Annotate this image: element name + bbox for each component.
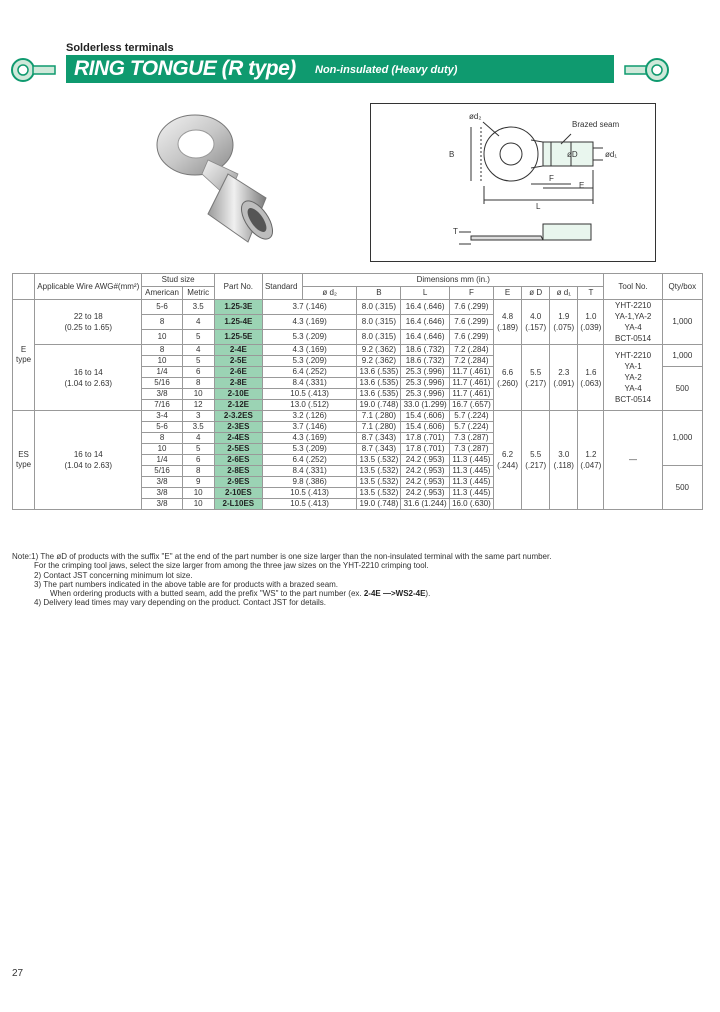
part-number: 2-L10ES xyxy=(214,499,262,510)
label-B: B xyxy=(449,150,455,159)
part-number: 2-6ES xyxy=(214,455,262,466)
label-brazed-seam: Brazed seam xyxy=(572,120,620,129)
table-row: E type 22 to 18 (0.25 to 1.65) 5-6 3.5 1.25-3E 3.7 (.146) 8.0 (.315) 16.4 (.646) 7.6 (.299) 4.8 (.189) 4.0 (.157) 1.9 (.075) 1.0 (.039) YHT-2210 YA-1,YA-2 YA-4 BCT-0514 1,000 xyxy=(13,300,703,315)
part-number: 2-8ES xyxy=(214,466,262,477)
group-e-type: E type xyxy=(13,300,35,411)
notes xyxy=(12,552,702,608)
part-number: 1.25-5E xyxy=(214,330,262,345)
note-1: Note:1) The øD of products with the suffix "E" at the end of the part number is one size larger than the non-insulated terminal with the same part number. xyxy=(12,552,552,561)
label-D: øD xyxy=(567,150,578,159)
part-number: 2-3.2ES xyxy=(214,411,262,422)
label-d1: ød₁ xyxy=(605,150,618,159)
part-number: 2-9ES xyxy=(214,477,262,488)
table-row: 5/16 8 2-8E 8.4 (.331) 13.6 (.535) 25.3 (.996) 11.7 (.461) xyxy=(13,378,703,389)
col-qty: Qty/box xyxy=(662,274,702,300)
table-row: 1/4 6 2-6E 6.4 (.252) 13.6 (.535) 25.3 (.996) 11.7 (.461) 500 xyxy=(13,367,703,378)
col-L: L xyxy=(401,287,449,300)
part-number: 2-5ES xyxy=(214,444,262,455)
table-row: 3/8 10 2-10ES 10.5 (.413) 13.5 (.532) 24.2 (.953) 11.3 (.445) xyxy=(13,488,703,499)
col-stud: Stud size xyxy=(142,274,214,287)
table-row: 3/8 9 2-9ES 9.8 (.386) 13.5 (.532) 24.2 (.953) 11.3 (.445) xyxy=(13,477,703,488)
title-banner xyxy=(66,55,614,83)
part-number: 1.25-3E xyxy=(214,300,262,315)
label-d2: ød₂ xyxy=(469,112,482,121)
part-number: 1.25-4E xyxy=(214,315,262,330)
col-tool: Tool No. xyxy=(604,274,662,300)
tool-cell: — xyxy=(604,411,662,510)
ring-terminal-left-icon xyxy=(10,56,60,84)
part-number: 2-8E xyxy=(214,378,262,389)
wire-size-cell: 16 to 14 (1.04 to 2.63) xyxy=(35,411,142,510)
tool-cell: YHT-2210 YA-1 YA-2 YA-4 BCT-0514 xyxy=(604,345,662,411)
table-row: 8 4 1.25-4E 4.3 (.169) 8.0 (.315) 16.4 (.646) 7.6 (.299) xyxy=(13,315,703,330)
table-row: 3/8 10 2-10E 10.5 (.413) 13.6 (.535) 25.3 (.996) 11.7 (.461) xyxy=(13,389,703,400)
col-wire: Applicable Wire AWG#(mm²) xyxy=(35,274,142,300)
part-number: 2-4ES xyxy=(214,433,262,444)
note-1b: For the crimping tool jaws, select the size larger from among the three jaw sizes on the YHT-2210 crimping tool. xyxy=(34,561,429,571)
qty-cell: 1,000 xyxy=(662,411,702,466)
product-photo xyxy=(150,102,300,262)
label-F: F xyxy=(549,174,554,183)
qty-cell: 500 xyxy=(662,466,702,510)
table-row: 10 5 2-5ES 5.3 (.209) 8.7 (.343) 17.8 (.701) 7.3 (.287) xyxy=(13,444,703,455)
col-partno: Part No. xyxy=(214,274,262,300)
part-number: 2-5E xyxy=(214,356,262,367)
col-dimensions: Dimensions mm (in.) xyxy=(303,274,604,287)
page-number: 27 xyxy=(12,968,24,979)
spec-table xyxy=(12,273,703,510)
table-row: 3/8 10 2-L10ES 10.5 (.413) 19.0 (.748) 31.6 (1.244) 16.0 (.630) xyxy=(13,499,703,510)
col-B: B xyxy=(357,287,401,300)
table-row: 5/16 8 2-8ES 8.4 (.331) 13.5 (.532) 24.2 (.953) 11.3 (.445) 500 xyxy=(13,466,703,477)
col-E: E xyxy=(494,287,522,300)
table-row: 10 5 1.25-5E 5.3 (.209) 8.0 (.315) 16.4 (.646) 7.6 (.299) xyxy=(13,330,703,345)
tool-cell: YHT-2210 YA-1,YA-2 YA-4 BCT-0514 xyxy=(604,300,662,345)
page-subtitle: Non-insulated (Heavy duty) xyxy=(315,64,458,76)
table-row: 16 to 14 (1.04 to 2.63) 8 4 2-4E 4.3 (.169) 9.2 (.362) 18.6 (.732) 7.2 (.284) 6.6 (.260) 5.5 (.217) 2.3 (.091) 1.6 (.063) YHT-2210 YA-1 YA-2 YA-4 BCT-0514 1,000 xyxy=(13,345,703,356)
part-number: 2-12E xyxy=(214,400,262,411)
table-row: 10 5 2-5E 5.3 (.209) 9.2 (.362) 18.6 (.732) 7.2 (.284) xyxy=(13,356,703,367)
note-3: 3) The part numbers indicated in the above table are for products with a brazed seam. xyxy=(34,579,339,589)
page-title: RING TONGUE (R type) xyxy=(74,57,296,80)
col-T: T xyxy=(578,287,604,300)
label-T: T xyxy=(453,227,458,236)
part-number: 2-6E xyxy=(214,367,262,378)
note-4: 4) Delivery lead times may vary depending on the product. Contact JST for details. xyxy=(34,598,326,608)
col-d2: ø d₂ xyxy=(303,287,357,300)
table-row: 7/16 12 2-12E 13.0 (.512) 19.0 (.748) 33.0 (1.299) 16.7 (.657) xyxy=(13,400,703,411)
qty-cell: 500 xyxy=(662,367,702,411)
wire-size-cell: 22 to 18 (0.25 to 1.65) xyxy=(35,300,142,345)
qty-cell: 1,000 xyxy=(662,300,702,345)
table-row: ES type 16 to 14 (1.04 to 2.63) 3-4 3 2-3.2ES 3.2 (.126) 7.1 (.280) 15.4 (.606) 5.7 (.224) 6.2 (.244) 5.5 (.217) 3.0 (.118) 1.2 (.047) — 1,000 xyxy=(13,411,703,422)
group-es-type: ES type xyxy=(13,411,35,510)
part-number: 2-3ES xyxy=(214,422,262,433)
qty-cell: 1,000 xyxy=(662,345,702,367)
note-2: 2) Contact JST concerning minimum lot size. xyxy=(34,570,193,580)
col-standard: Standard xyxy=(262,274,302,300)
table-row: 1/4 6 2-6ES 6.4 (.252) 13.5 (.532) 24.2 (.953) 11.3 (.445) xyxy=(13,455,703,466)
ring-terminal-right-icon xyxy=(620,56,670,84)
part-number: 2-10ES xyxy=(214,488,262,499)
category-label: Solderless terminals xyxy=(66,42,174,54)
part-number: 2-4E xyxy=(214,345,262,356)
note-3b: When ordering products with a butted seam, add the prefix "WS" to the part number (ex. 2-4E —>WS2-4E). xyxy=(50,589,431,599)
col-american: American xyxy=(142,287,182,300)
col-D: ø D xyxy=(522,287,550,300)
dimension-diagram xyxy=(370,103,656,262)
part-number: 2-10E xyxy=(214,389,262,400)
label-E: E xyxy=(579,181,585,190)
table-row: 8 4 2-4ES 4.3 (.169) 8.7 (.343) 17.8 (.701) 7.3 (.287) xyxy=(13,433,703,444)
table-row: 5-6 3.5 2-3ES 3.7 (.146) 7.1 (.280) 15.4 (.606) 5.7 (.224) xyxy=(13,422,703,433)
wire-size-cell: 16 to 14 (1.04 to 2.63) xyxy=(35,345,142,411)
col-d1: ø d₁ xyxy=(550,287,578,300)
col-metric: Metric xyxy=(182,287,214,300)
col-type xyxy=(13,274,35,300)
col-F: F xyxy=(449,287,493,300)
label-L: L xyxy=(536,202,541,211)
